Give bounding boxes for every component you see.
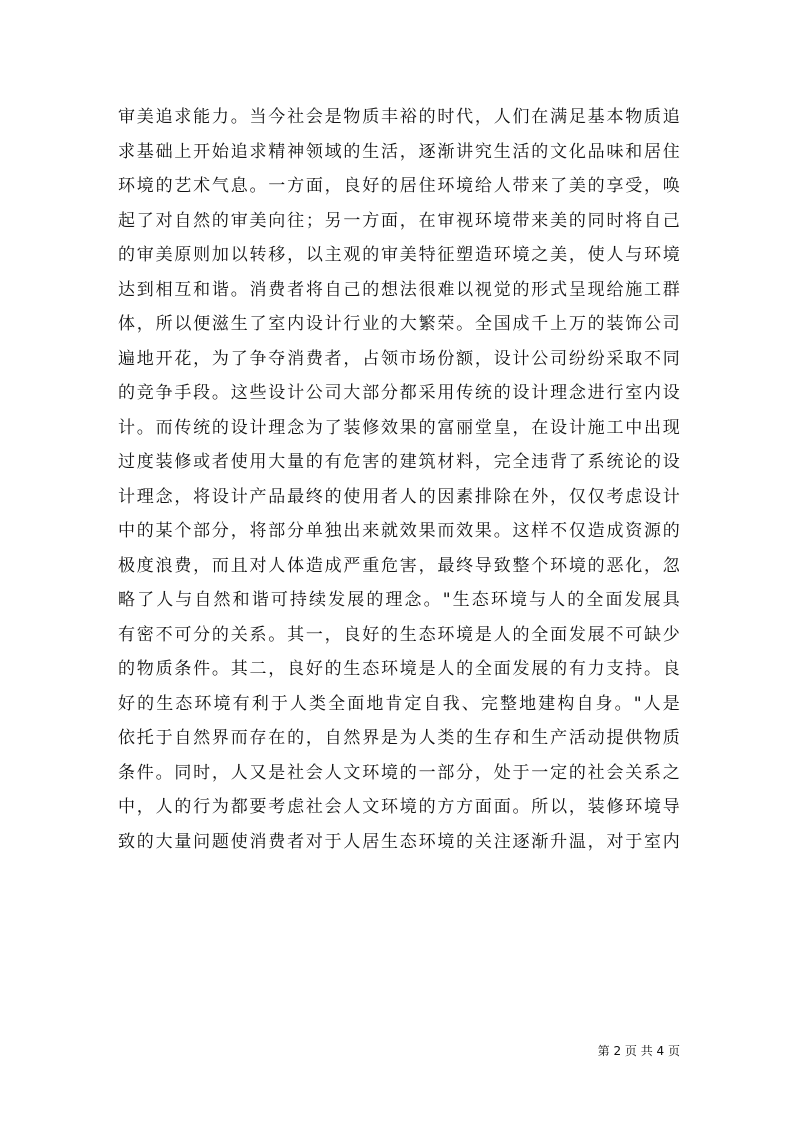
text-line-6: 达到相互和谐。消费者将自己的想法很难以视觉的形式呈现给施工群 bbox=[118, 279, 680, 300]
text-line-21: 中，人的行为都要考虑社会人文环境的方方面面。所以，装修环境导 bbox=[118, 797, 680, 817]
text-line-20: 条件。同时，人又是社会人文环境的一部分，处于一定的社会关系之 bbox=[118, 762, 680, 783]
text-line-8: 遍地开花，为了争夺消费者，占领市场份额，设计公司纷纷采取不同 bbox=[118, 348, 680, 369]
text-line-4: 起了对自然的审美向往；另一方面，在审视环境带来美的同时将自己 bbox=[118, 210, 680, 231]
text-line-7: 体，所以便滋生了室内设计行业的大繁荣。全国成千上万的装饰公司 bbox=[118, 314, 680, 334]
text-line-9: 的竞争手段。这些设计公司大部分都采用传统的设计理念进行室内设 bbox=[118, 383, 680, 403]
text-line-11: 过度装修或者使用大量的有危害的建筑材料，完全违背了系统论的设 bbox=[118, 452, 680, 472]
text-line-3: 环境的艺术气息。一方面，良好的居住环境给人带来了美的享受，唤 bbox=[118, 176, 680, 196]
text-line-10: 计。而传统的设计理念为了装修效果的富丽堂皇，在设计施工中出现 bbox=[118, 417, 680, 438]
text-line-15: 略了人与自然和谐可持续发展的理念。"生态环境与人的全面发展具 bbox=[118, 590, 680, 610]
text-line-16: 有密不可分的关系。其一，良好的生态环境是人的全面发展不可缺少 bbox=[118, 624, 680, 645]
text-line-17: 的物质条件。其二，良好的生态环境是人的全面发展的有力支持。良 bbox=[118, 659, 680, 679]
text-line-2: 求基础上开始追求精神领域的生活，逐渐讲究生活的文化品味和居住 bbox=[118, 141, 680, 162]
text-line-19: 依托于自然界而存在的，自然界是为人类的生存和生产活动提供物质 bbox=[118, 728, 680, 748]
body-paragraph bbox=[118, 100, 680, 859]
text-line-14: 极度浪费，而且对人体造成严重危害，最终导致整个环境的恶化，忽 bbox=[118, 555, 680, 576]
text-line-13: 中的某个部分，将部分单独出来就效果而效果。这样不仅造成资源的 bbox=[118, 521, 680, 541]
text-line-1: 审美追求能力。当今社会是物质丰裕的时代，人们在满足基本物质追 bbox=[118, 107, 680, 127]
text-line-18: 好的生态环境有利于人类全面地肯定自我、完整地建构自身。"人是 bbox=[118, 693, 680, 714]
page-number-footer: 第 2 页 共 4 页 bbox=[597, 1044, 680, 1058]
text-line-12: 计理念，将设计产品最终的使用者人的因素排除在外，仅仅考虑设计 bbox=[118, 486, 680, 507]
text-line-5: 的审美原则加以转移，以主观的审美特征塑造环境之美，使人与环境 bbox=[118, 245, 680, 265]
text-line-22: 致的大量问题使消费者对于人居生态环境的关注逐渐升温，对于室内 bbox=[118, 831, 680, 852]
